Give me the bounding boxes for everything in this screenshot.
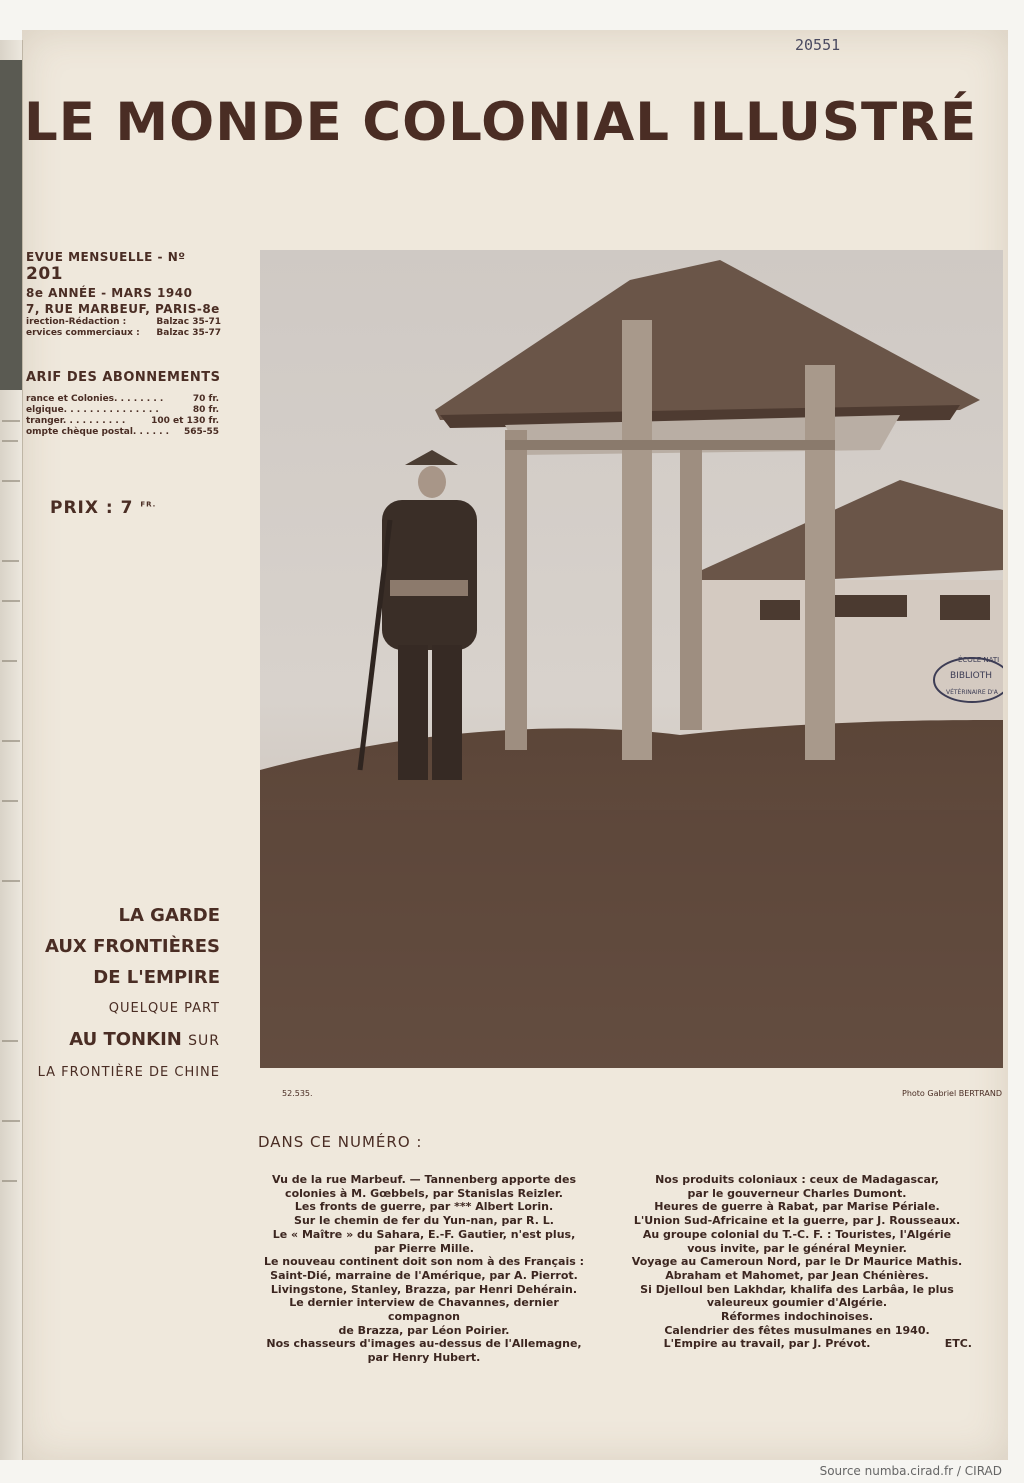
toc-line: colonies à M. Gœbbels, par Stanislas Reizler. [285,1186,563,1200]
toc-line: Nos produits coloniaux : ceux de Madagascar, [655,1173,939,1186]
toc-line: Abraham et Mahomet, par Jean Chénières. [665,1268,929,1282]
svg-text:BIBLIOTH: BIBLIOTH [950,671,993,681]
archive-number-stamp: 20551 [795,36,841,54]
contents-column-right [622,1173,972,1351]
toc-line: Sur le chemin de fer du Yun-nan, par R. L. [294,1214,554,1228]
address: 7, RUE MARBEUF, PARIS-8e [26,302,220,316]
caption-line: QUELQUE PART [108,1001,220,1016]
tarif-row: rance et Colonies. . . . . . . . 70 fr. [26,394,219,404]
toc-line: Les fronts de guerre, par *** Albert Lorin. [294,1200,554,1214]
contents-heading: DANS CE NUMÉRO : [258,1133,423,1151]
issue-info [26,250,221,338]
toc-line: vous invite, par le général Meynier. [687,1241,907,1255]
toc-line: L'Empire au travail, par J. Prévot. [663,1337,871,1351]
toc-line: Heures de guerre à Rabat, par Marise Périale. [654,1200,940,1214]
toc-line: Le dernier interview de Chavannes, dernier compagnon [289,1296,559,1324]
svg-text:ÉCOLE NATI: ÉCOLE NATI [958,656,1000,664]
svg-text:VÉTÉRINAIRE D'A: VÉTÉRINAIRE D'A [946,689,998,696]
photo-code: 52.535. [282,1089,313,1098]
adjacent-page-photo [0,60,22,390]
direction-phone: Balzac 35-71 [156,317,221,327]
toc-line: Nos chasseurs d'images au-dessus de l'Allemagne, [266,1337,582,1351]
caption-line: AUX FRONTIÈRES [44,936,220,957]
toc-line: par Pierre Mille. [374,1241,474,1255]
toc-line: Si Djelloul ben Lakhdar, khalifa des Larbâa, le plus [640,1282,954,1296]
toc-line: Vu de la rue Marbeuf. — Tannenberg apporte des [271,1173,576,1186]
toc-line: Voyage au Cameroun Nord, par le Dr Maurice Mathis. [631,1255,963,1269]
contents-column-left [254,1173,594,1365]
caption-line: LA FRONTIÈRE DE CHINE [37,1065,220,1080]
source-credit: Source numba.cirad.fr / CIRAD [819,1464,1002,1478]
toc-etc: ETC. [944,1337,972,1351]
caption-line: LA GARDE [118,905,220,926]
toc-line: par le gouverneur Charles Dumont. [687,1186,907,1200]
cover-photo [260,250,1003,1068]
services-phone: Balzac 35-77 [156,328,221,338]
cover-caption: LA GARDE AUX FRONTIÈRES DE L'EMPIRE QUELQUE PART AU TONKIN SUR LA FRONTIÈRE DE CHINE [10,900,220,1088]
caption-line: AU TONKIN [69,1029,182,1050]
issue-number: 201 [26,264,63,284]
toc-line: Réformes indochinoises. [720,1310,874,1324]
toc-line: Calendrier des fêtes musulmanes en 1940. [664,1323,930,1337]
price-unit: FR. [140,500,157,509]
services-label: ervices commerciaux : [26,328,140,338]
toc-line: par Henry Hubert. [367,1351,481,1365]
toc-line: Au groupe colonial du T.-C. F. : Touristes, l'Algérie [642,1227,952,1241]
masthead-title: LE MONDE COLONIAL ILLUSTRÉ [24,92,978,153]
tarif-row: elgique. . . . . . . . . . . . . . . 80 fr. [26,405,219,415]
tarif-table [26,394,219,438]
toc-line: de Brazza, par Léon Poirier. [338,1323,510,1337]
caption-line: DE L'EMPIRE [93,967,220,988]
toc-line: Le nouveau continent doit son nom à des Français : [263,1255,585,1269]
photo-credit: Photo Gabriel BERTRAND [902,1089,1002,1098]
revue-label: EVUE MENSUELLE - Nº [26,250,186,264]
tarif-row: ompte chèque postal. . . . . . 565-55 [26,427,219,437]
toc-line: Saint-Dié, marraine de l'Amérique, par A. Pierrot. [270,1268,578,1282]
issue-date: 8e ANNÉE - MARS 1940 [26,286,193,300]
toc-line: L'Union Sud-Africaine et la guerre, par J. Rousseaux. [633,1214,961,1228]
toc-line: Le « Maître » du Sahara, E.-F. Gautier, n'est plus, [272,1227,576,1241]
tarif-row: tranger. . . . . . . . . . 100 et 130 fr. [26,416,219,426]
toc-line: valeureux goumier d'Algérie. [706,1296,888,1310]
tarif-title: ARIF DES ABONNEMENTS [26,370,221,385]
toc-line: Livingstone, Stanley, Brazza, par Henri Dehérain. [270,1282,578,1296]
adjacent-page-edge [0,40,23,1460]
price: PRIX : 7 $^{FR.}$ [50,498,157,518]
direction-label: irection-Rédaction : [26,317,127,327]
